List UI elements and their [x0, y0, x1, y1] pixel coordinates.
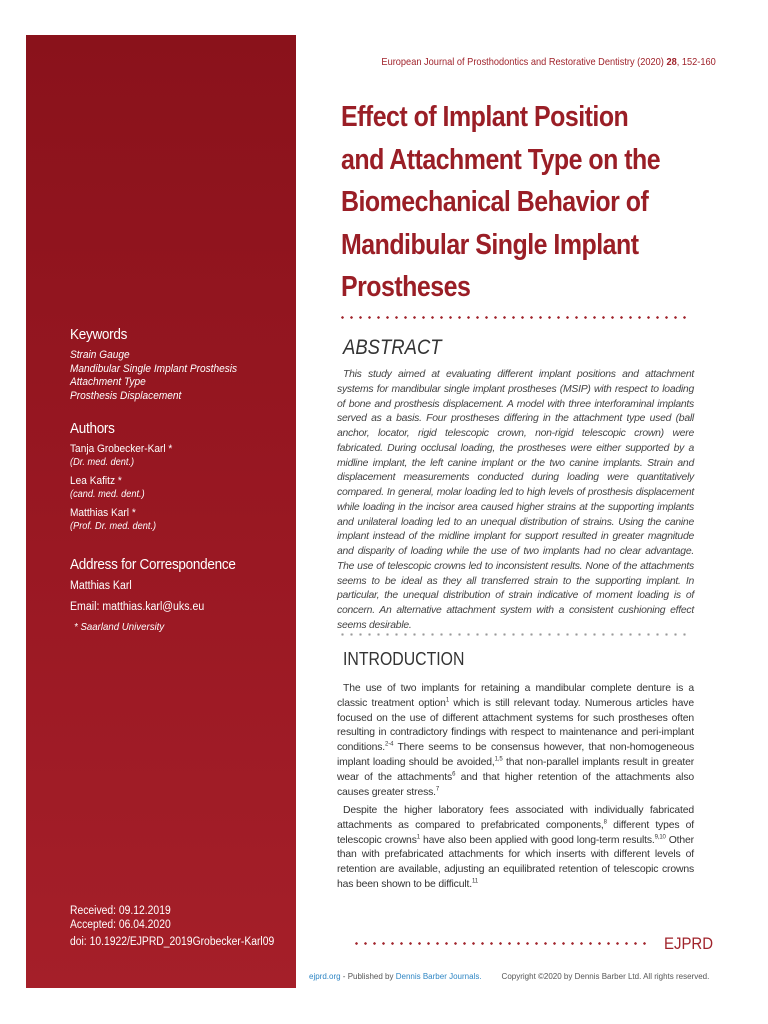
citation-marker[interactable]: 2-4 [385, 741, 394, 748]
doi[interactable]: doi: 10.1922/EJPRD_2019Grobecker-Karl09 [70, 936, 275, 948]
citation-marker[interactable]: 11 [471, 878, 478, 885]
article-dates [70, 905, 285, 950]
text-run: that non-parallel implants result in greater wear of the attachments [337, 756, 695, 783]
copyright-notice: Copyright ©2020 by Dennis Barber Ltd. All rights reserved. [501, 972, 710, 981]
keyword: Prosthesis Displacement [70, 389, 182, 402]
correspondence-name: Matthias Karl [70, 580, 132, 592]
text-run: Despite the higher laboratory fees associated with individually fabricated attachments as compared to prefabricated components, [337, 805, 694, 831]
dotted-divider [352, 942, 652, 945]
author-degree: (cand. med. dent.) [70, 489, 145, 500]
affiliation: * Saarland University [74, 621, 165, 633]
authors-heading: Authors [70, 420, 115, 437]
journal-brand: EJPRD [664, 934, 714, 953]
citation-marker[interactable]: 1 [445, 697, 449, 704]
site-link[interactable]: ejprd.org [309, 972, 341, 981]
received-date: Received: 09.12.2019 [70, 905, 171, 917]
introduction-heading: INTRODUCTION [343, 649, 465, 669]
author-name: Lea Kafitz * [70, 475, 122, 487]
text-run: The use of two implants for retaining a mandibular complete denture is a classic treatment option [337, 683, 694, 709]
citation-marker[interactable]: 7 [435, 786, 440, 793]
introduction-paragraph [337, 804, 694, 893]
page-footer [309, 972, 709, 981]
introduction-paragraph [337, 682, 694, 800]
journal-volume: 28 [666, 56, 677, 68]
author-degree: (Prof. Dr. med. dent.) [70, 521, 157, 532]
dotted-divider [338, 633, 692, 636]
citation-marker[interactable]: 1 [416, 834, 420, 841]
article-title: Effect of Implant Position and Attachment Type on the Biomechanical Behavior of Mandibular Single Implant Prostheses [341, 101, 661, 303]
correspondence-email[interactable]: Email: matthias.karl@uks.eu [70, 601, 205, 613]
citation-marker[interactable]: 9,10 [654, 834, 666, 841]
journal-citation [381, 56, 716, 68]
keywords-heading: Keywords [70, 326, 128, 343]
publisher-link[interactable]: Dennis Barber Journals. [395, 972, 482, 981]
author-degree: (Dr. med. dent.) [70, 457, 135, 468]
correspondence-heading: Address for Correspondence [70, 556, 236, 573]
dotted-divider [338, 316, 692, 319]
accepted-date: Accepted: 06.04.2020 [70, 918, 171, 931]
citation-marker[interactable]: 1,5 [494, 756, 503, 763]
abstract-heading: ABSTRACT [343, 336, 442, 359]
text-run: which is still relevant today. Numerous articles have focused on the use of different attachment systems for such prostheses often resulting in contradictory findings with respect to maintenance and peri-implant conditions. [337, 697, 694, 754]
text-run: different types of telescopic crowns [337, 819, 694, 846]
journal-pages: , 152-160 [676, 56, 716, 68]
author-name: Matthias Karl * [70, 507, 136, 519]
keywords-section [70, 326, 285, 403]
text-run: Other than with prefabricated attachments for which inserts with different levels of retention are available, adjusting an equilibrated retention of telescopic crowns has been shown to be difficult. [337, 834, 694, 890]
author-name: Tanja Grobecker-Karl * [70, 443, 173, 455]
citation-marker[interactable]: 6 [452, 771, 456, 778]
published-by: - Published by [340, 972, 396, 981]
keyword: Mandibular Single Implant Prosthesis [70, 362, 238, 375]
text-run: have also been applied with good long-term results. [419, 834, 655, 846]
correspondence-section [70, 556, 285, 634]
abstract-text: This study aimed at evaluating different implant positions and attachment systems for mandibular single implant prostheses (MSIP) with respect to loading of bone and prosthesis displacement. A model with three interforaminal implants served as a basis. Four prostheses differing in the attachment type used (ball anchor, locator, rigid telescopic crown, non-rigid telescopic crown) were fabricated. During occlusal loading, the prostheses were either supported by a midline implant, the left canine implant or the two canine implants. Strain and displacement measurements conducted during loading were quantitatively compared. In general, molar loading led to high levels of prosthesis displacement while loading in the incisor area caused higher strains at the supporting implants and unilateral loading led to an unequal distribution of strains. Using the canine implant instead of the midline implant for support resulted in greater magnitude and disparity of loading while the use of two implants had no clear advantage. The use of telescopic crowns led to inconsistent results. None of the attachments seems to be ideal as they all transferred strain to the supporting implant. In particular, the unequal distribution of strain indicative of moment loading is of concern. An alternative attachment system with a consistent cushioning effect seems desirable. [337, 369, 694, 631]
text-run: and that higher retention of the attachments also causes greater stress. [337, 771, 694, 798]
authors-section [70, 420, 285, 539]
keyword: Strain Gauge [70, 349, 130, 361]
text-run: There seems to be consensus however, that non-homogeneous implant loading should be avoided, [337, 742, 694, 768]
keyword-list [70, 349, 268, 403]
sidebar [26, 35, 296, 988]
citation-marker[interactable]: 8 [603, 819, 607, 826]
keyword: Attachment Type [70, 376, 146, 388]
journal-name: European Journal of Prosthodontics and Restorative Dentistry (2020) [381, 56, 664, 68]
